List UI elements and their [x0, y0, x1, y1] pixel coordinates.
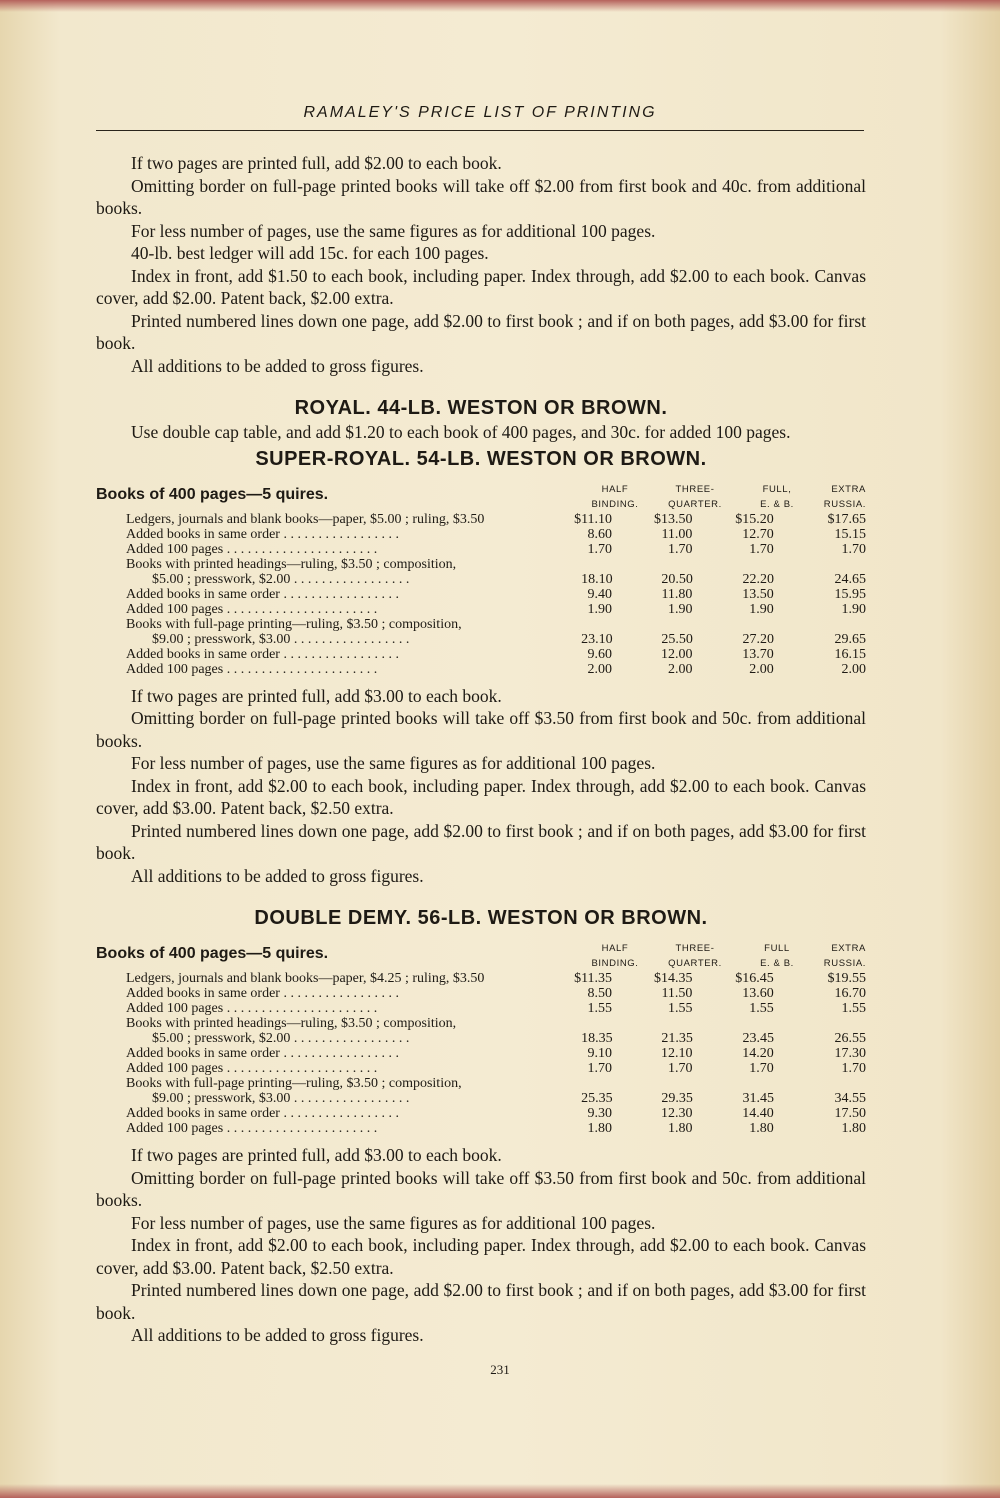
price-cell: 16.70	[834, 986, 866, 1001]
table-row	[96, 587, 866, 602]
price-cell: 25.50	[661, 631, 693, 647]
price-cell: 1.90	[841, 601, 866, 617]
row-description: Added 100 pages . . . . . . . . . . . . . . . . . . . . . .	[126, 601, 378, 617]
price-cell: 15.15	[834, 526, 866, 542]
page-number: 231	[490, 1362, 510, 1377]
price-cell: 26.55	[834, 1031, 866, 1046]
table-header	[96, 937, 866, 971]
price-cell: 27.20	[742, 631, 774, 647]
page-bottom-edge	[0, 1484, 1000, 1498]
price-cell: 1.90	[667, 601, 693, 617]
table-header	[96, 478, 866, 512]
paragraph: Index in front, add $2.00 to each book, including paper. Index through, add $2.00 to each book. Canvas cover, add $3.00. Patent back, $2.50 extra.	[96, 775, 866, 818]
table-row	[96, 1016, 866, 1031]
price-cell	[556, 617, 612, 632]
price-cell: 18.10	[581, 571, 613, 587]
price-cell	[556, 1016, 612, 1031]
table-row	[96, 512, 866, 527]
price-cell: 1.70	[587, 541, 613, 557]
price-cell: 16.15	[834, 646, 866, 662]
table-row	[96, 986, 866, 1001]
table-row	[96, 572, 866, 587]
price-cell: 29.35	[661, 1091, 693, 1106]
table-row	[96, 557, 866, 572]
paragraph: If two pages are printed full, add $2.00 to each book.	[131, 153, 502, 173]
price-cell	[706, 557, 783, 572]
column-header: EXTRA RUSSIA.	[823, 943, 866, 969]
price-table-super-royal	[96, 512, 866, 677]
paragraph: 40-lb. best ledger will add 15c. for each 100 pages.	[131, 243, 489, 263]
price-cell: 11.50	[661, 986, 693, 1001]
price-cell: 8.50	[587, 986, 613, 1001]
price-cell: 8.60	[587, 526, 613, 542]
price-cell: 14.40	[742, 1106, 774, 1121]
row-description: Added books in same order . . . . . . . . . . . . . . . . .	[126, 1046, 399, 1061]
column-header: FULL E. & B.	[760, 943, 794, 969]
section-heading-double-demy: DOUBLE DEMY. 56-LB. WESTON OR BROWN.	[254, 907, 708, 929]
price-cell: 22.20	[742, 571, 774, 587]
column-header: HALF BINDING.	[591, 483, 639, 510]
price-cell: 13.50	[742, 586, 774, 602]
table-row	[96, 617, 866, 632]
price-cell: 23.10	[581, 631, 613, 647]
price-cell: 31.45	[742, 1091, 774, 1106]
intro-section	[96, 152, 866, 377]
row-description: $5.00 ; presswork, $2.00 . . . . . . . . . . . . . . . . .	[152, 1031, 410, 1046]
paragraph: Printed numbered lines down one page, add $2.00 to first book ; and if on both pages, add $3.00 for first book.	[96, 1280, 866, 1323]
price-cell: 1.90	[749, 601, 774, 617]
price-cell	[556, 557, 612, 572]
row-description: $9.00 ; presswork, $3.00 . . . . . . . . . . . . . . . . .	[152, 1091, 410, 1106]
paragraph: Index in front, add $1.50 to each book, including paper. Index through, add $2.00 to each book. Canvas cover, add $2.00. Patent back, $2.00 extra.	[96, 265, 866, 308]
price-cell: 24.65	[834, 571, 866, 587]
price-table-double-demy	[96, 971, 866, 1136]
price-cell	[556, 1076, 612, 1091]
section-heading-royal: ROYAL. 44-LB. WESTON OR BROWN.	[294, 397, 668, 419]
price-cell	[706, 1016, 783, 1031]
price-cell: 12.00	[660, 646, 693, 662]
paragraph: Omitting border on full-page printed books will take off $2.00 from first book and 40c. from additional books.	[96, 175, 866, 218]
paragraph: Index in front, add $2.00 to each book, including paper. Index through, add $2.00 to each book. Canvas cover, add $3.00. Patent back, $2.50 extra.	[96, 1235, 866, 1278]
price-cell: 11.80	[661, 586, 693, 602]
price-cell: 1.55	[587, 1001, 613, 1016]
price-cell: 29.65	[834, 631, 866, 647]
paragraph: For less number of pages, use the same figures as for additional 100 pages.	[131, 1212, 656, 1233]
paragraph: All additions to be added to gross figures.	[131, 1325, 424, 1345]
paragraph: All additions to be added to gross figures.	[131, 355, 424, 376]
price-cell	[784, 557, 866, 572]
price-cell: 2.00	[749, 661, 774, 677]
price-cell: 12.30	[660, 1106, 693, 1121]
price-cell: 25.35	[581, 1091, 613, 1106]
price-cell: 1.70	[587, 1061, 613, 1076]
row-description: Added books in same order . . . . . . . . . . . . . . . . .	[126, 586, 399, 602]
price-cell: $11.35	[574, 971, 613, 986]
price-cell: 12.10	[660, 1046, 693, 1061]
price-cell: 1.80	[587, 1121, 613, 1136]
row-description: Added 100 pages . . . . . . . . . . . . . . . . . . . . . .	[126, 1121, 378, 1136]
price-cell	[784, 1016, 866, 1031]
price-cell: 13.60	[742, 986, 774, 1001]
price-cell: $13.50	[653, 511, 693, 527]
column-header: THREE- QUARTER.	[668, 943, 722, 969]
row-description: Books with full-page printing—ruling, $3.50 ; composition,	[126, 1076, 462, 1091]
price-cell: 34.55	[834, 1091, 866, 1106]
price-cell: 1.70	[841, 541, 866, 557]
table-row	[96, 1076, 866, 1091]
price-cell: 14.20	[742, 1046, 774, 1061]
price-cell: 1.70	[749, 1061, 774, 1076]
super-royal-notes	[96, 685, 866, 888]
price-cell: 1.55	[749, 1001, 774, 1016]
price-cell: 1.70	[749, 541, 774, 557]
price-cell: 13.70	[742, 646, 774, 662]
row-description: Added books in same order . . . . . . . . . . . . . . . . .	[126, 986, 399, 1001]
table-title: Books of 400 pages—5 quires.	[96, 485, 329, 503]
row-description: $5.00 ; presswork, $2.00 . . . . . . . . . . . . . . . . .	[152, 571, 410, 587]
table-row	[96, 1001, 866, 1016]
table-row	[96, 1046, 866, 1061]
price-cell: $16.45	[735, 971, 774, 986]
price-cell	[612, 1076, 706, 1091]
price-cell: 9.60	[587, 646, 613, 662]
price-cell: 1.70	[841, 1061, 866, 1076]
running-head: RAMALEY'S PRICE LIST OF PRINTING	[303, 104, 657, 121]
paragraph: Printed numbered lines down one page, add $2.00 to first book ; and if on both pages, add $3.00 for first book.	[96, 820, 866, 863]
table-row	[96, 1121, 866, 1136]
column-header: EXTRA RUSSIA.	[823, 483, 866, 510]
paragraph: Omitting border on full-page printed books will take off $3.50 from first book and 50c. from additional books.	[96, 1167, 866, 1210]
row-description: Added 100 pages . . . . . . . . . . . . . . . . . . . . . .	[126, 1061, 378, 1076]
table-row	[96, 647, 866, 662]
row-description: Ledgers, journals and blank books—paper, $4.25 ; ruling, $3.50	[126, 971, 485, 986]
price-cell: 11.00	[661, 526, 693, 542]
price-cell	[612, 557, 706, 572]
price-cell: $14.35	[653, 971, 693, 986]
price-cell: 18.35	[581, 1031, 613, 1046]
table-row	[96, 602, 866, 617]
paragraph: For less number of pages, use the same figures as for additional 100 pages.	[131, 753, 656, 773]
double-demy-notes	[96, 1144, 866, 1347]
table-row	[96, 632, 866, 647]
row-description: $9.00 ; presswork, $3.00 . . . . . . . . . . . . . . . . .	[152, 631, 410, 647]
price-cell: $17.65	[827, 511, 866, 527]
table-row	[96, 1106, 866, 1121]
paragraph: If two pages are printed full, add $3.00 to each book.	[131, 1145, 502, 1165]
paragraph: For less number of pages, use the same figures as for additional 100 pages.	[131, 220, 656, 241]
paragraph: All additions to be added to gross figures.	[131, 865, 424, 886]
price-cell	[612, 617, 706, 632]
price-cell: 17.30	[834, 1046, 866, 1061]
page-top-edge	[0, 0, 1000, 12]
price-cell	[706, 1076, 783, 1091]
paragraph: If two pages are printed full, add $3.00 to each book.	[131, 685, 502, 706]
price-cell: 1.70	[667, 1061, 693, 1076]
price-cell	[612, 1016, 706, 1031]
row-description: Ledgers, journals and blank books—paper, $5.00 ; ruling, $3.50	[126, 511, 485, 527]
price-cell: 21.35	[661, 1031, 693, 1046]
row-description: Added books in same order . . . . . . . . . . . . . . . . .	[126, 526, 399, 542]
row-description: Added 100 pages . . . . . . . . . . . . . . . . . . . . . .	[126, 661, 378, 677]
price-cell: 9.40	[587, 586, 613, 602]
royal-paragraph: Use double cap table, and add $1.20 to each book of 400 pages, and 30c. for added 100 pages.	[131, 422, 791, 442]
header-rule	[96, 130, 864, 131]
price-cell: 1.55	[841, 1001, 866, 1016]
column-header: FULL, E. & B.	[760, 483, 794, 510]
table-row	[96, 971, 866, 986]
table-row	[96, 662, 866, 677]
price-cell: $15.20	[735, 511, 774, 527]
table-row	[96, 542, 866, 557]
price-cell: 1.70	[667, 541, 693, 557]
price-cell: 2.00	[667, 661, 693, 677]
price-cell: 17.50	[834, 1106, 866, 1121]
row-description: Added books in same order . . . . . . . . . . . . . . . . .	[126, 646, 399, 662]
page-content	[96, 152, 866, 1347]
row-description: Books with printed headings—ruling, $3.50 ; composition,	[126, 1016, 457, 1031]
price-cell: 12.70	[742, 526, 774, 542]
table-row	[96, 1091, 866, 1106]
row-description: Books with printed headings—ruling, $3.50 ; composition,	[126, 556, 457, 572]
column-header: HALF BINDING.	[591, 943, 639, 969]
table-row	[96, 527, 866, 542]
row-description: Books with full-page printing—ruling, $3.50 ; composition,	[126, 616, 462, 632]
paragraph: Omitting border on full-page printed books will take off $3.50 from first book and 50c. from additional books.	[96, 708, 866, 751]
price-cell: 1.55	[667, 1001, 693, 1016]
price-cell: 2.00	[587, 661, 613, 677]
price-cell: $11.10	[574, 511, 613, 527]
price-cell: 1.80	[667, 1121, 693, 1136]
paragraph: Printed numbered lines down one page, add $2.00 to first book ; and if on both pages, add $3.00 for first book.	[96, 310, 866, 353]
price-cell: $19.55	[827, 971, 866, 986]
price-cell: 15.95	[834, 586, 866, 602]
row-description: Added 100 pages . . . . . . . . . . . . . . . . . . . . . .	[126, 1001, 378, 1016]
price-cell: 1.80	[841, 1121, 866, 1136]
price-cell: 9.30	[587, 1106, 613, 1121]
row-description: Added books in same order . . . . . . . . . . . . . . . . .	[126, 1106, 399, 1121]
price-cell	[784, 1076, 866, 1091]
price-cell: 9.10	[587, 1046, 613, 1061]
section-heading-super-royal: SUPER-ROYAL. 54-LB. WESTON OR BROWN.	[255, 447, 707, 470]
table-title: Books of 400 pages—5 quires.	[96, 945, 329, 962]
price-cell	[784, 617, 866, 632]
column-header: THREE- QUARTER.	[668, 483, 722, 510]
price-cell: 20.50	[661, 571, 693, 587]
table-row	[96, 1061, 866, 1076]
row-description: Added 100 pages . . . . . . . . . . . . . . . . . . . . . .	[126, 541, 378, 557]
price-cell: 1.80	[749, 1121, 774, 1136]
price-cell: 23.45	[742, 1031, 774, 1046]
price-cell	[706, 617, 783, 632]
table-row	[96, 1031, 866, 1046]
price-cell: 1.90	[587, 601, 613, 617]
price-cell: 2.00	[841, 661, 866, 677]
